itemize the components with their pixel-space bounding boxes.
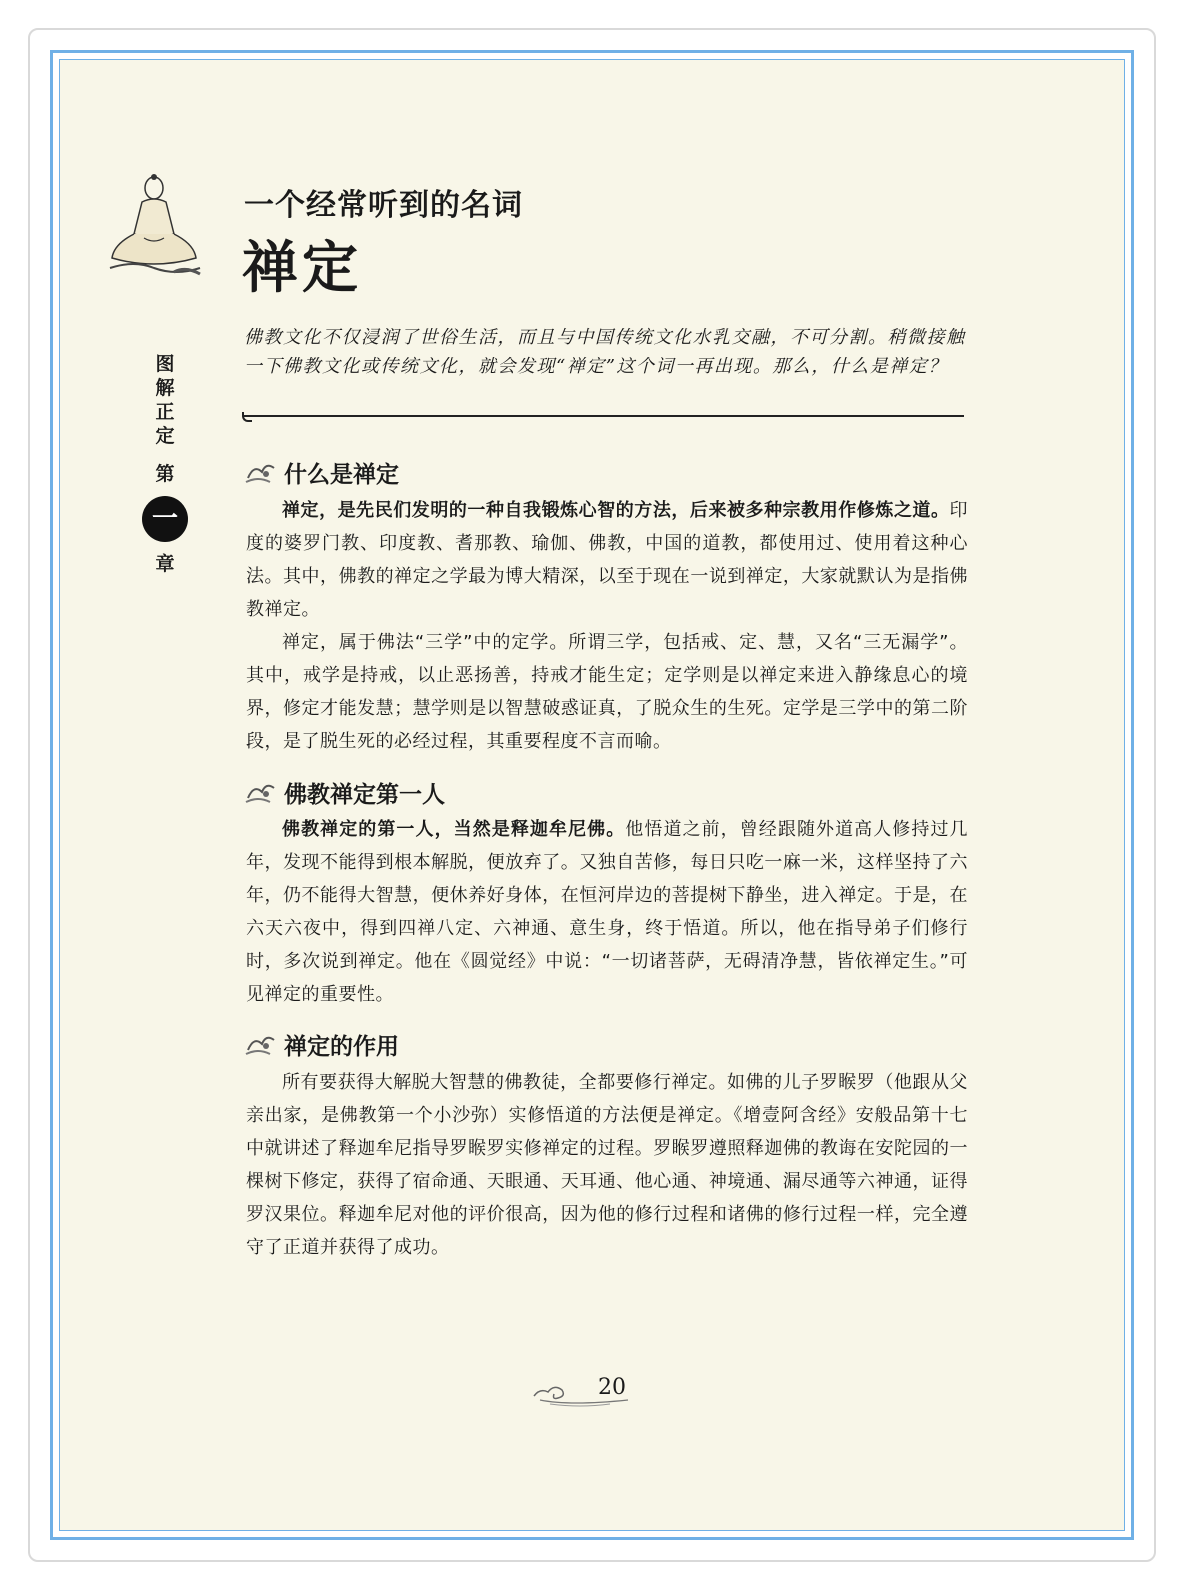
lotus-icon — [244, 460, 278, 486]
intro-paragraph: 佛教文化不仅浸润了世俗生活，而且与中国传统文化水乳交融，不可分割。稍微接触一下佛教文化或传统文化，就会发现“禅定”这个词一再出现。那么，什么是禅定？ — [244, 327, 966, 377]
page-frame-inner — [59, 59, 1125, 1531]
paragraph-lead: 佛教禅定的第一人，当然是释迦牟尼佛。 — [282, 819, 626, 840]
intro-divider — [244, 415, 964, 417]
section-heading-text: 什么是禅定 — [284, 461, 399, 488]
chapter-side-tab — [150, 352, 180, 576]
side-series-char: 解 — [155, 377, 175, 399]
lotus-icon — [244, 1032, 278, 1058]
section-heading-text: 佛教禅定第一人 — [284, 781, 445, 808]
paragraph — [246, 1066, 968, 1264]
page-title: 禅定 — [242, 235, 362, 301]
section-heading — [244, 1028, 399, 1061]
paragraph — [246, 813, 968, 1011]
page-subtitle: 一个经常听到的名词 — [244, 188, 523, 223]
paragraph — [246, 494, 968, 626]
side-series-char: 定 — [155, 425, 175, 447]
paragraph-text: 印度的婆罗门教、印度教、耆那教、瑜伽、佛教，中国的道教，都使用过、使用着这种心法。其中，佛教的禅定之学最为博大精深，以至于现在一说到禅定，大家就默认为是指佛教禅定。 — [246, 500, 968, 620]
buddha-illustration — [104, 172, 204, 282]
chapter-number-badge: 一 — [142, 496, 188, 542]
paragraph-text: 他悟道之前，曾经跟随外道高人修持过几年，发现不能得到根本解脱，便放弃了。又独自苦修，每日只吃一麻一米，这样坚持了六年，仍不能得大智慧，便休养好身体，在恒河岸边的菩提树下静坐，进入禅定。于是，在六天六夜中，得到四禅八定、六神通、意生身，终于悟道。所以，他在指导弟子们修行时，多次说到禅定。他在《圆觉经》中说：“一切诸菩萨，无碍清净慧，皆依禅定生。”可见禅定的重要性。 — [246, 819, 969, 1005]
paragraph-text: 禅定，属于佛法“三学”中的定学。所谓三学，包括戒、定、慧，又名“三无漏学”。其中，戒学是持戒，以止恶扬善，持戒才能生定；定学则是以禅定来进入静缘息心的境界，修定才能发慧；慧学则是以智慧破惑证真，了脱众生的生死。定学是三学中的第二阶段，是了脱生死的必经过程，其重要程度不言而喻。 — [246, 632, 968, 752]
section-heading — [244, 456, 399, 489]
paragraph — [246, 626, 968, 758]
section-heading-text: 禅定的作用 — [284, 1033, 399, 1060]
lotus-icon — [244, 780, 278, 806]
paragraph-text: 所有要获得大解脱大智慧的佛教徒，全都要修行禅定。如佛的儿子罗睺罗（他跟从父亲出家，是佛教第一个小沙弥）实修悟道的方法便是禅定。《增壹阿含经》安般品第十七中就讲述了释迦牟尼指导罗睺罗实修禅定的过程。罗睺罗遵照释迦佛的教诲在安陀园的一棵树下修定，获得了宿命通、天眼通、天耳通、他心通、神境通、漏尽通等六神通，证得罗汉果位。释迦牟尼对他的评价很高，因为他的修行过程和诸佛的修行过程一样，完全遵守了正道并获得了成功。 — [246, 1072, 968, 1258]
side-chapter-end: 章 — [155, 553, 175, 575]
side-series-char: 正 — [155, 401, 175, 423]
paragraph-lead: 禅定，是先民们发明的一种自我锻炼心智的方法，后来被多种宗教用作修炼之道。 — [282, 500, 950, 521]
side-series-char: 图 — [155, 353, 175, 375]
page-number: 20 — [598, 1375, 626, 1400]
page-frame — [50, 50, 1134, 1540]
section-heading — [244, 776, 445, 809]
side-chapter-word: 第 — [155, 463, 175, 485]
